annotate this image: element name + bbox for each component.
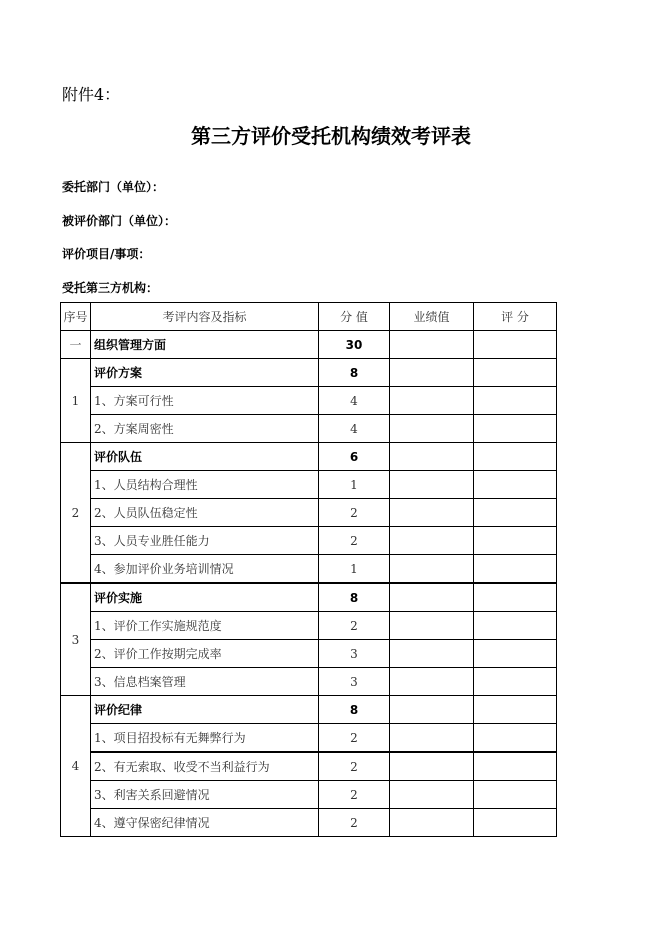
group-no: 4 bbox=[61, 696, 91, 837]
performance-cell[interactable] bbox=[390, 696, 474, 724]
performance-cell[interactable] bbox=[390, 555, 474, 584]
group-row bbox=[61, 443, 557, 471]
rating-cell[interactable] bbox=[474, 809, 557, 837]
group-score: 8 bbox=[319, 583, 390, 612]
item-label: 2、评价工作按期完成率 bbox=[91, 640, 319, 668]
group-name: 评价方案 bbox=[91, 359, 319, 387]
rating-cell[interactable] bbox=[474, 724, 557, 753]
evaluation-table bbox=[60, 302, 557, 837]
item-label: 2、人员队伍稳定性 bbox=[91, 499, 319, 527]
header-content: 考评内容及指标 bbox=[91, 303, 319, 331]
item-score: 2 bbox=[319, 809, 390, 837]
performance-cell[interactable] bbox=[390, 809, 474, 837]
group-row bbox=[61, 583, 557, 612]
rating-cell[interactable] bbox=[474, 527, 557, 555]
project-label: 评价项目/事项： bbox=[62, 247, 151, 261]
group-score: 6 bbox=[319, 443, 390, 471]
item-label: 4、遵守保密纪律情况 bbox=[91, 809, 319, 837]
section-name: 组织管理方面 bbox=[91, 331, 319, 359]
rating-cell[interactable] bbox=[474, 696, 557, 724]
group-name: 评价队伍 bbox=[91, 443, 319, 471]
rating-cell[interactable] bbox=[474, 387, 557, 415]
evaluated-dept-label: 被评价部门（单位）： bbox=[62, 214, 177, 228]
performance-cell[interactable] bbox=[390, 471, 474, 499]
rating-cell[interactable] bbox=[474, 640, 557, 668]
item-score: 1 bbox=[319, 471, 390, 499]
performance-cell[interactable] bbox=[390, 359, 474, 387]
item-label: 1、评价工作实施规范度 bbox=[91, 612, 319, 640]
item-row bbox=[61, 809, 557, 837]
item-row bbox=[61, 752, 557, 781]
performance-cell[interactable] bbox=[390, 387, 474, 415]
header-rating: 评 分 bbox=[474, 303, 557, 331]
performance-cell[interactable] bbox=[390, 415, 474, 443]
third-party-label: 受托第三方机构： bbox=[62, 281, 159, 295]
item-row bbox=[61, 471, 557, 499]
item-row bbox=[61, 668, 557, 696]
item-label: 2、方案周密性 bbox=[91, 415, 319, 443]
performance-cell[interactable] bbox=[390, 752, 474, 781]
item-label: 1、人员结构合理性 bbox=[91, 471, 319, 499]
item-row bbox=[61, 612, 557, 640]
item-row bbox=[61, 499, 557, 527]
item-row bbox=[61, 781, 557, 809]
page-title: 第三方评价受托机构绩效考评表 bbox=[191, 124, 471, 148]
item-row bbox=[61, 527, 557, 555]
performance-cell[interactable] bbox=[390, 668, 474, 696]
rating-cell[interactable] bbox=[474, 555, 557, 584]
group-score: 8 bbox=[319, 359, 390, 387]
group-score: 8 bbox=[319, 696, 390, 724]
rating-cell[interactable] bbox=[474, 781, 557, 809]
performance-cell[interactable] bbox=[390, 781, 474, 809]
item-row bbox=[61, 640, 557, 668]
item-label: 2、有无索取、收受不当利益行为 bbox=[91, 752, 319, 781]
group-no: 2 bbox=[61, 443, 91, 584]
rating-cell[interactable] bbox=[474, 612, 557, 640]
item-score: 2 bbox=[319, 499, 390, 527]
item-score: 3 bbox=[319, 640, 390, 668]
rating-cell[interactable] bbox=[474, 359, 557, 387]
item-score: 3 bbox=[319, 668, 390, 696]
item-score: 2 bbox=[319, 612, 390, 640]
item-label: 1、项目招投标有无舞弊行为 bbox=[91, 724, 319, 753]
rating-cell[interactable] bbox=[474, 331, 557, 359]
item-label: 3、利害关系回避情况 bbox=[91, 781, 319, 809]
performance-cell[interactable] bbox=[390, 724, 474, 753]
header-score: 分 值 bbox=[319, 303, 390, 331]
item-score: 2 bbox=[319, 527, 390, 555]
performance-cell[interactable] bbox=[390, 583, 474, 612]
performance-cell[interactable] bbox=[390, 612, 474, 640]
attachment-label: 附件4： bbox=[62, 85, 121, 104]
performance-cell[interactable] bbox=[390, 499, 474, 527]
item-label: 3、人员专业胜任能力 bbox=[91, 527, 319, 555]
header-no: 序号 bbox=[61, 303, 91, 331]
item-score: 2 bbox=[319, 752, 390, 781]
commissioning-dept-label: 委托部门（单位）： bbox=[62, 180, 165, 194]
item-score: 2 bbox=[319, 724, 390, 753]
performance-cell[interactable] bbox=[390, 443, 474, 471]
section-row bbox=[61, 331, 557, 359]
item-label: 1、方案可行性 bbox=[91, 387, 319, 415]
rating-cell[interactable] bbox=[474, 415, 557, 443]
group-no: 3 bbox=[61, 583, 91, 696]
performance-cell[interactable] bbox=[390, 527, 474, 555]
item-score: 4 bbox=[319, 415, 390, 443]
rating-cell[interactable] bbox=[474, 443, 557, 471]
header-performance: 业绩值 bbox=[390, 303, 474, 331]
rating-cell[interactable] bbox=[474, 471, 557, 499]
performance-cell[interactable] bbox=[390, 331, 474, 359]
item-score: 4 bbox=[319, 387, 390, 415]
item-score: 2 bbox=[319, 781, 390, 809]
rating-cell[interactable] bbox=[474, 752, 557, 781]
performance-cell[interactable] bbox=[390, 640, 474, 668]
item-row bbox=[61, 555, 557, 584]
item-row bbox=[61, 387, 557, 415]
rating-cell[interactable] bbox=[474, 583, 557, 612]
group-name: 评价纪律 bbox=[91, 696, 319, 724]
group-no: 1 bbox=[61, 359, 91, 443]
rating-cell[interactable] bbox=[474, 499, 557, 527]
section-score: 30 bbox=[319, 331, 390, 359]
rating-cell[interactable] bbox=[474, 668, 557, 696]
group-row bbox=[61, 696, 557, 724]
section-no: 一 bbox=[61, 331, 91, 359]
group-name: 评价实施 bbox=[91, 583, 319, 612]
group-row bbox=[61, 359, 557, 387]
item-label: 3、信息档案管理 bbox=[91, 668, 319, 696]
item-label: 4、参加评价业务培训情况 bbox=[91, 555, 319, 584]
item-row bbox=[61, 415, 557, 443]
item-row bbox=[61, 724, 557, 753]
item-score: 1 bbox=[319, 555, 390, 584]
table-header-row bbox=[61, 303, 557, 331]
